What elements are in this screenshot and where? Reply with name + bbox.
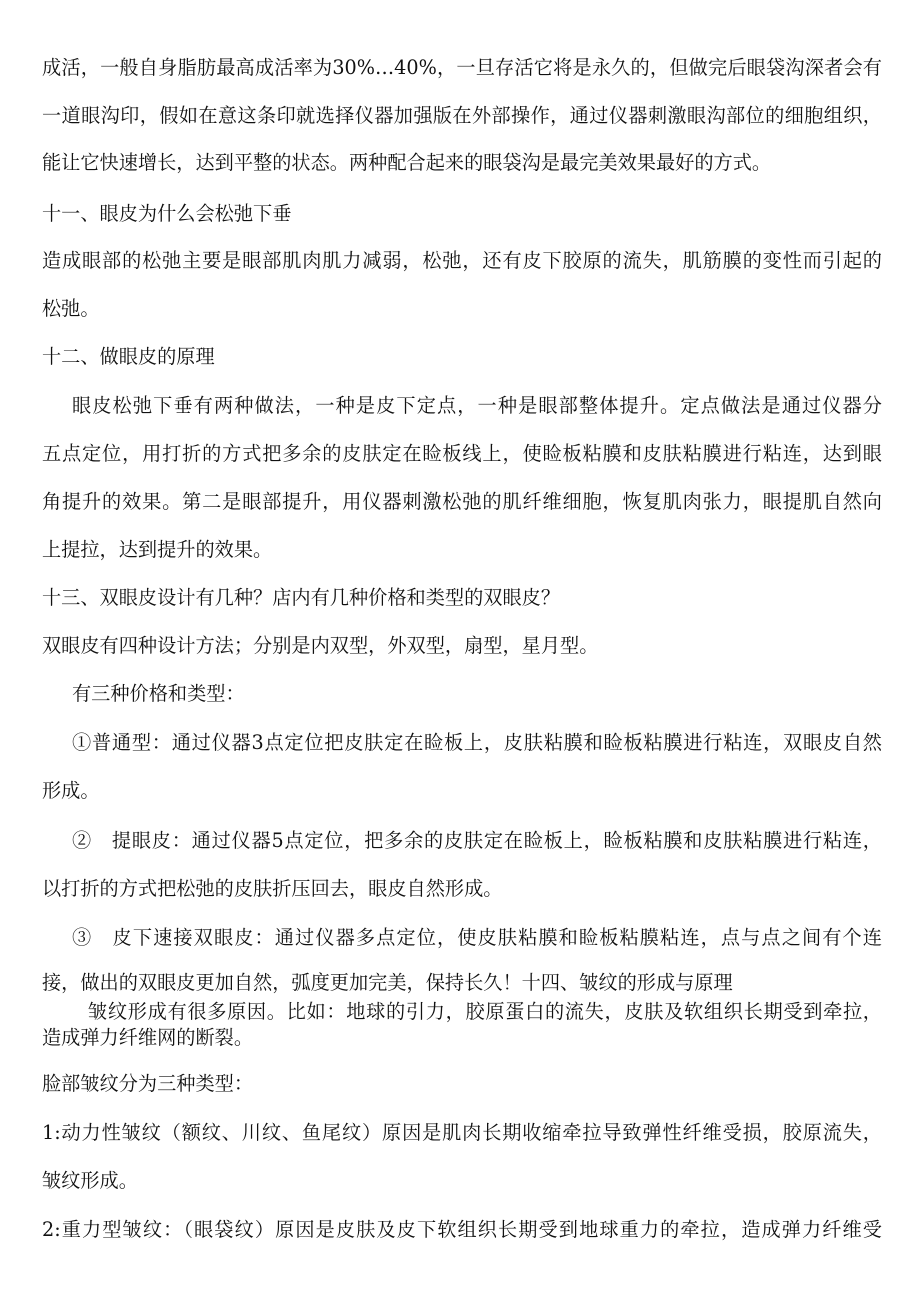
- list-item-3-cont: 接，做出的双眼皮更加自然，弧度更加完美，保持长久！十四、皱纹的形成与原理: [42, 971, 733, 994]
- text-line-10: 角提升的效果。第二是眼部提升，用仪器刺激松弛的肌纤维细胞，恢复肌肉张力，眼提肌自然向: [42, 490, 882, 513]
- text-line-22: 造成弹力纤维网的断裂。: [42, 1026, 254, 1049]
- list-item-2-cont: 以打折的方式把松弛的皮肤折压回去，眼皮自然形成。: [42, 877, 503, 900]
- text-line-21: 皱纹形成有很多原因。比如：地球的引力，胶原蛋白的流失，皮肤及软组织长期受到牵拉，: [88, 1000, 882, 1023]
- text-line-8: 眼皮松弛下垂有两种做法，一种是皮下定点，一种是眼部整体提升。定点做法是通过仪器分: [72, 394, 882, 417]
- text-line-23: 脸部皱纹分为三种类型：: [42, 1072, 254, 1095]
- text-line-14: 有三种价格和类型：: [72, 682, 245, 705]
- text-line-3: 能让它快速增长，达到平整的状态。两种配合起来的眼袋沟是最完美效果最好的方式。: [42, 151, 772, 174]
- text-line-2: 一道眼沟印，假如在意这条印就选择仪器加强版在外部操作，通过仪器刺激眼沟部位的细胞组织，: [42, 104, 882, 127]
- section-heading-13: 十三、双眼皮设计有几种？店内有几种价格和类型的双眼皮？: [42, 586, 561, 609]
- text-line-1: 成活，一般自身脂肪最高成活率为30%…40%，一旦存活它将是永久的，但做完后眼袋沟深者会有: [42, 56, 882, 79]
- list-item-1-cont: 形成。: [42, 779, 100, 802]
- text-line-9: 五点定位，用打折的方式把多余的皮肤定在睑板线上，使睑板粘膜和皮肤粘膜进行粘连，达到眼: [42, 442, 882, 465]
- section-heading-11: 十一、眼皮为什么会松弛下垂: [42, 202, 292, 225]
- text-line-11: 上提拉，达到提升的效果。: [42, 538, 273, 561]
- list-item-2: ② 提眼皮：通过仪器5点定位，把多余的皮肤定在睑板上，睑板粘膜和皮肤粘膜进行粘连，: [72, 829, 882, 852]
- text-line-13: 双眼皮有四种设计方法；分别是内双型，外双型，扇型，星月型。: [42, 634, 599, 657]
- list-item-3: ③ 皮下速接双眼皮：通过仪器多点定位，使皮肤粘膜和睑板粘膜粘连，点与点之间有个连: [72, 926, 882, 949]
- text-line-25: 皱纹形成。: [42, 1169, 138, 1192]
- list-item-1: ①普通型：通过仪器3点定位把皮肤定在睑板上，皮肤粘膜和睑板粘膜进行粘连，双眼皮自然: [72, 731, 882, 754]
- text-line-6: 松弛。: [42, 297, 100, 320]
- section-heading-12: 十二、做眼皮的原理: [42, 345, 215, 368]
- text-line-24: 1:动力性皱纹（额纹、川纹、鱼尾纹）原因是肌肉长期收缩牵拉导致弹性纤维受损，胶原流失，: [42, 1121, 882, 1144]
- text-line-5: 造成眼部的松弛主要是眼部肌肉肌力减弱，松弛，还有皮下胶原的流失，肌筋膜的变性而引起的: [42, 249, 882, 272]
- text-line-26: 2:重力型皱纹：（眼袋纹）原因是皮肤及皮下软组织长期受到地球重力的牵拉，造成弹力纤维受: [42, 1218, 882, 1241]
